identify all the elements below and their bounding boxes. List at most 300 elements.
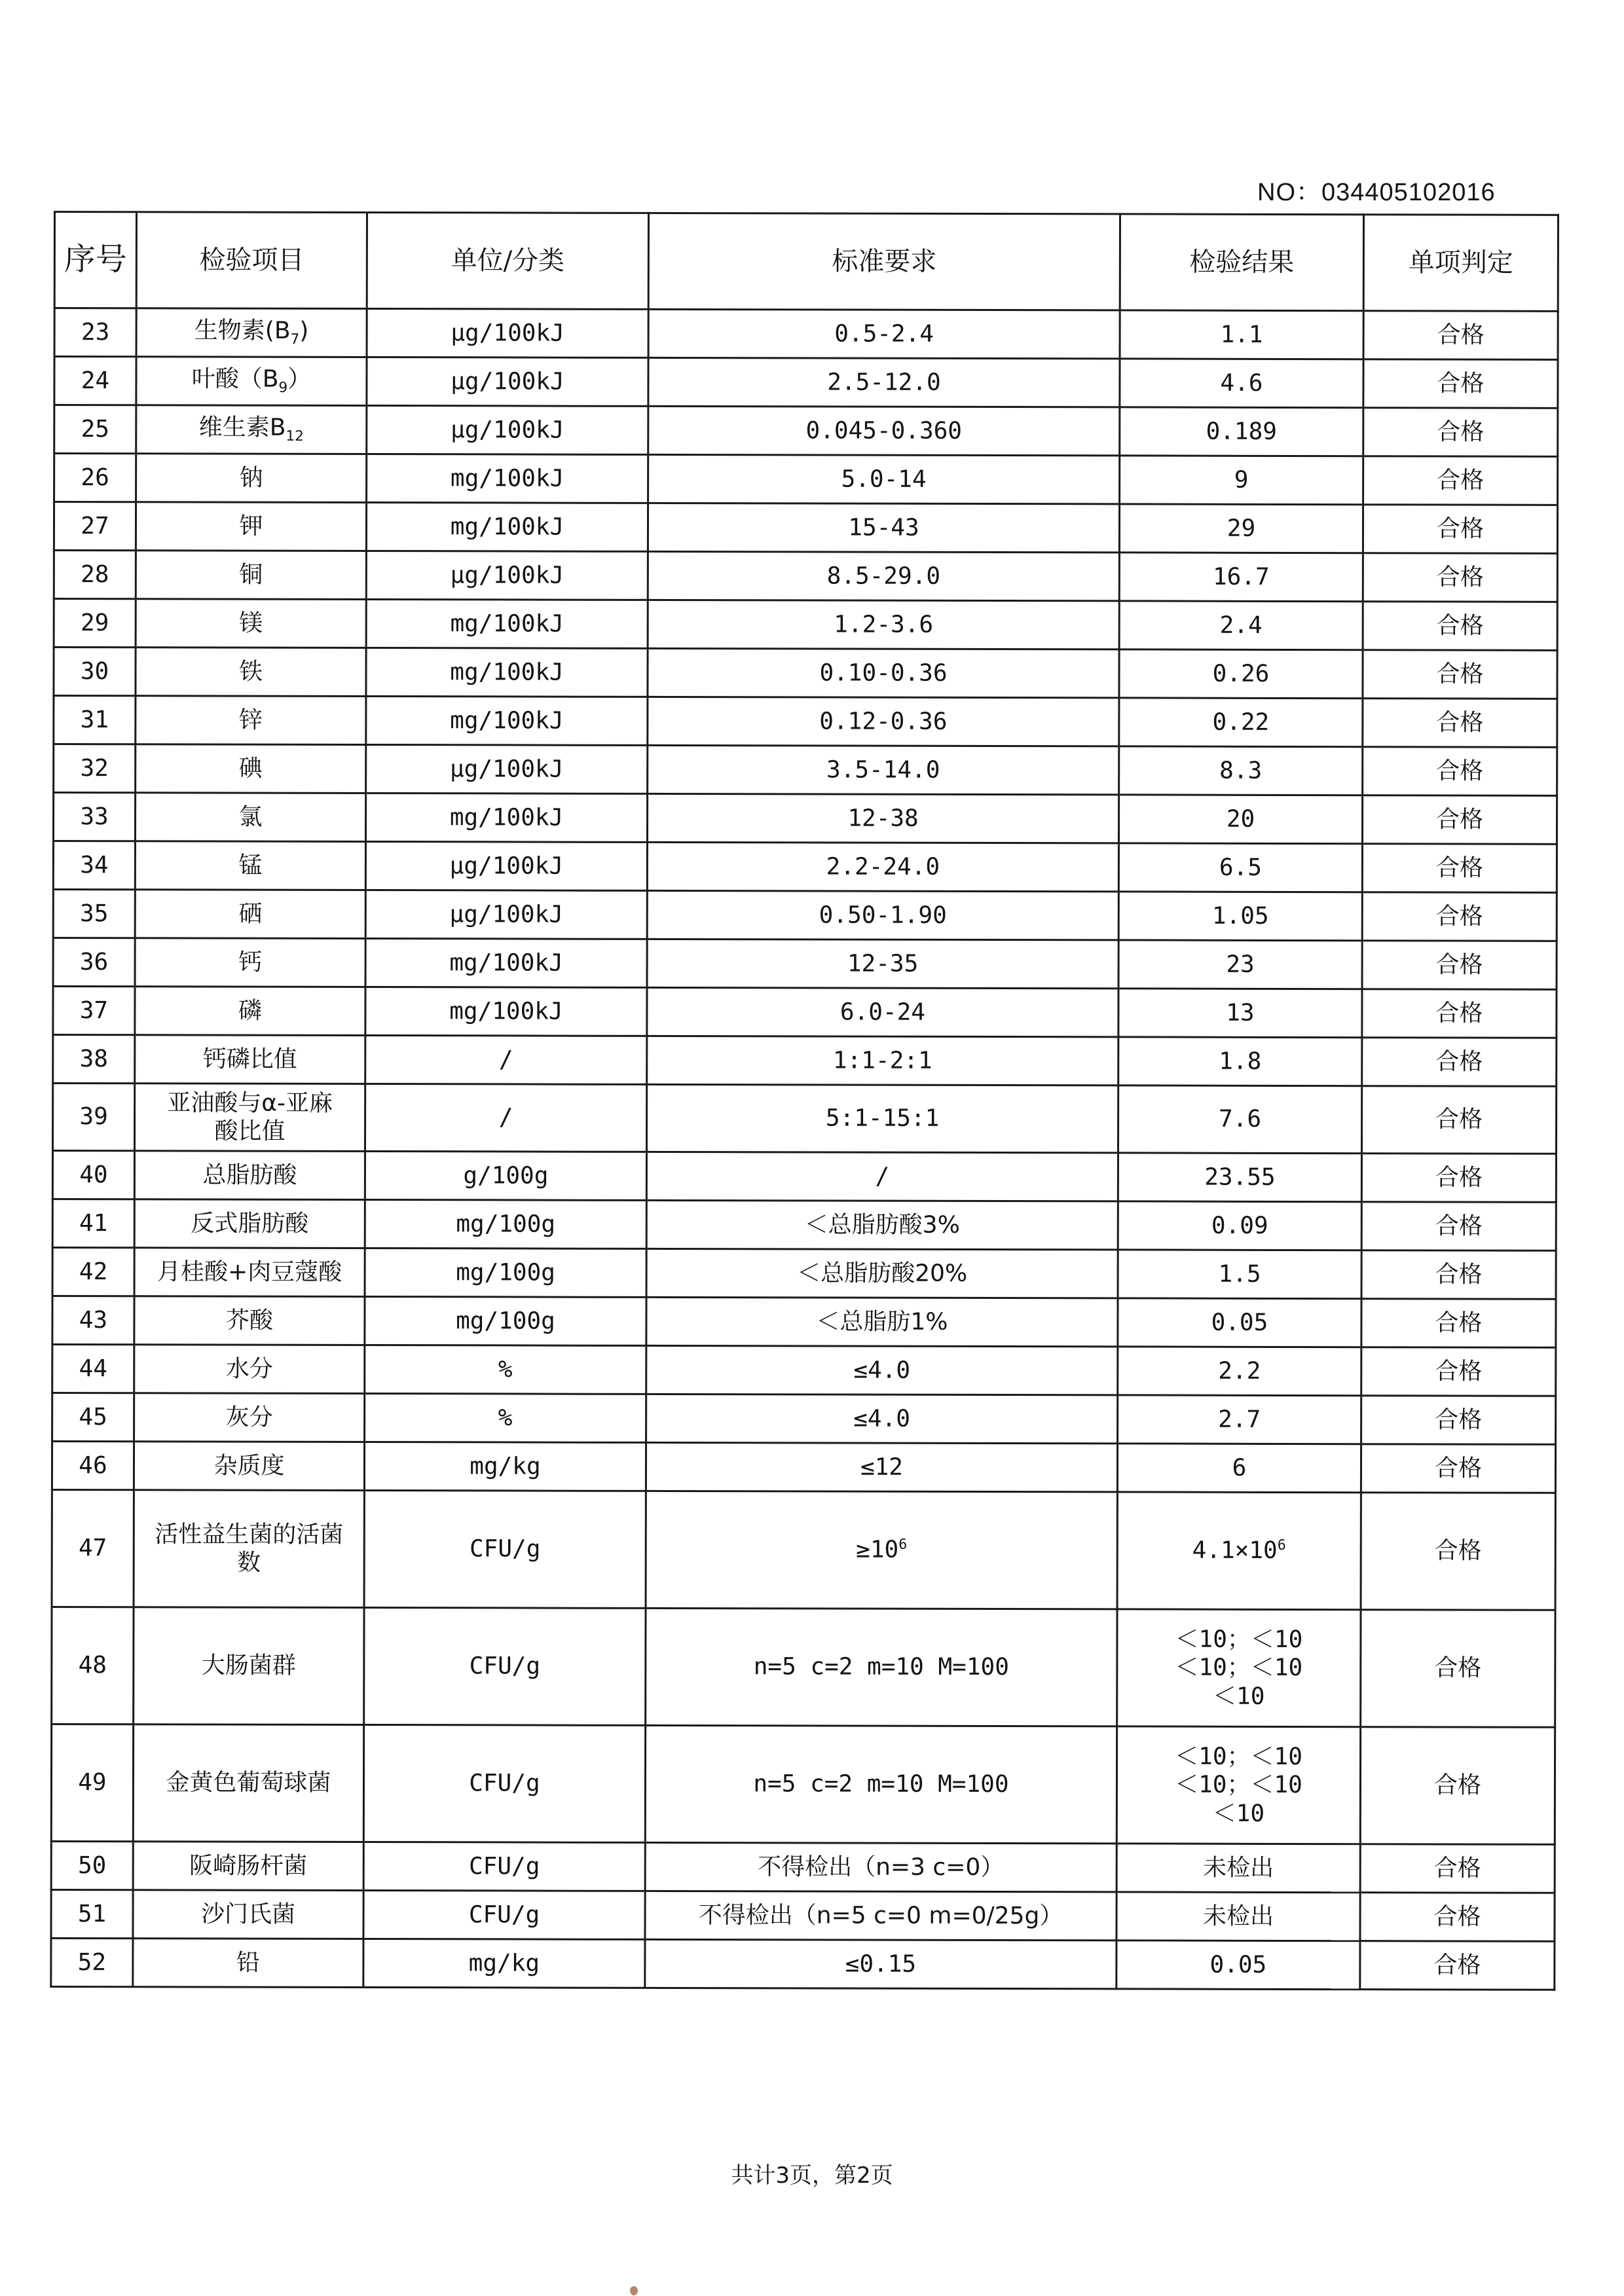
cell-verdict: 合格 xyxy=(1363,359,1558,409)
cell-unit: CFU/g xyxy=(363,1842,645,1891)
cell-verdict: 合格 xyxy=(1363,602,1557,651)
cell-unit: mg/100kJ xyxy=(365,987,647,1036)
cell-unit: mg/100g xyxy=(365,1296,646,1345)
cell-unit: mg/100kJ xyxy=(366,648,648,697)
item-text: 钾 xyxy=(239,513,263,540)
cell-seq: 30 xyxy=(54,647,136,696)
table-row xyxy=(51,1724,1555,1844)
item-text: 铅 xyxy=(236,1949,260,1977)
item-text: 磷 xyxy=(238,997,262,1025)
cell-standard xyxy=(648,406,1120,456)
result-text: 16.7 xyxy=(1212,563,1270,591)
cell-seq: 27 xyxy=(54,502,136,551)
table-row xyxy=(52,1151,1556,1203)
item-line: 数 xyxy=(237,1549,261,1576)
cell-result xyxy=(1117,1609,1361,1727)
item-subscript: 7 xyxy=(290,331,300,348)
cell-seq: 48 xyxy=(52,1607,134,1724)
cell-verdict: 合格 xyxy=(1361,1202,1556,1251)
result-text: 6 xyxy=(1232,1454,1247,1482)
cell-standard xyxy=(645,1842,1116,1892)
table-header-row xyxy=(54,212,1558,312)
cell-unit: mg/100g xyxy=(365,1199,646,1248)
table-row xyxy=(52,1441,1555,1493)
standard-superscript: 6 xyxy=(898,1537,908,1554)
cell-seq: 24 xyxy=(54,357,136,405)
cell-item xyxy=(136,551,366,600)
cell-standard xyxy=(646,1394,1118,1444)
cell-result xyxy=(1118,1201,1361,1250)
cell-unit: mg/100g xyxy=(365,1248,646,1297)
cell-item xyxy=(134,1442,364,1491)
cell-unit: mg/kg xyxy=(363,1939,645,1988)
standard-text: ≤0.15 xyxy=(845,1950,917,1978)
cell-verdict: 合格 xyxy=(1363,456,1558,505)
item-text: 锰 xyxy=(238,852,263,879)
table-row xyxy=(54,647,1557,699)
cell-unit: mg/100kJ xyxy=(365,938,647,987)
cell-unit: / xyxy=(365,1035,647,1084)
result-text: 0.05 xyxy=(1209,1951,1267,1978)
cell-standard xyxy=(646,1491,1117,1609)
cell-result xyxy=(1120,456,1363,505)
cell-result xyxy=(1116,1844,1360,1893)
cell-verdict: 合格 xyxy=(1363,408,1558,457)
result-line: ＜10；＜10 xyxy=(1175,1626,1303,1654)
result-text: 1.8 xyxy=(1219,1048,1262,1075)
table-row xyxy=(53,938,1557,990)
cell-verdict: 合格 xyxy=(1361,1154,1556,1203)
item-text: 硒 xyxy=(238,900,263,928)
cell-seq: 45 xyxy=(52,1393,134,1441)
cell-verdict: 合格 xyxy=(1362,989,1557,1038)
cell-item xyxy=(136,454,367,503)
result-text: 13 xyxy=(1226,999,1255,1027)
header-seq: 序号 xyxy=(54,212,136,308)
cell-item xyxy=(133,1842,363,1891)
item-text: 氯 xyxy=(238,803,263,831)
cell-verdict: 合格 xyxy=(1362,941,1557,990)
standard-text: ≤12 xyxy=(860,1453,904,1481)
item-text: 维生素B xyxy=(198,414,286,442)
cell-standard xyxy=(646,1248,1118,1298)
cell-item xyxy=(136,502,366,551)
cell-unit: μg/100kJ xyxy=(365,890,647,939)
cell-verdict: 合格 xyxy=(1361,1444,1555,1493)
result-text: 8.3 xyxy=(1219,757,1263,784)
table-row xyxy=(53,890,1557,941)
cell-unit: CFU/g xyxy=(364,1607,646,1725)
cell-item xyxy=(134,1296,365,1345)
item-line: 亚油酸与α-亚麻 xyxy=(167,1089,333,1117)
cell-seq: 23 xyxy=(54,308,136,357)
cell-item xyxy=(135,1035,365,1084)
table-row xyxy=(53,841,1557,893)
table-row xyxy=(52,1199,1556,1250)
cell-standard xyxy=(646,1152,1118,1201)
cell-standard xyxy=(646,1608,1117,1726)
standard-text: 0.50-1.90 xyxy=(819,902,947,929)
header-unit: 单位/分类 xyxy=(367,213,648,310)
standard-text: ＜总脂肪酸20% xyxy=(797,1260,968,1287)
cell-seq: 35 xyxy=(53,890,135,938)
cell-seq: 37 xyxy=(53,987,135,1035)
table-row xyxy=(54,502,1557,554)
standard-text: 0.045-0.360 xyxy=(805,417,963,445)
cell-verdict: 合格 xyxy=(1363,311,1558,360)
cell-unit: μg/100kJ xyxy=(366,551,648,600)
cell-verdict: 合格 xyxy=(1361,1299,1556,1348)
table-row xyxy=(53,987,1557,1038)
cell-seq: 50 xyxy=(51,1841,133,1889)
cell-result xyxy=(1120,359,1363,408)
table-row xyxy=(52,1296,1556,1347)
header-item: 检验项目 xyxy=(136,212,367,309)
cell-standard xyxy=(647,1036,1118,1085)
result-text: 0.189 xyxy=(1206,418,1278,445)
cell-standard xyxy=(647,987,1118,1037)
cell-unit: % xyxy=(365,1393,646,1442)
table-row xyxy=(54,357,1558,409)
result-text: 7.6 xyxy=(1219,1106,1262,1133)
item-text: 金黄色葡萄球菌 xyxy=(166,1769,331,1797)
result-line: ＜10；＜10 xyxy=(1175,1771,1302,1799)
standard-text: 12-35 xyxy=(847,950,919,977)
table-row xyxy=(52,1393,1556,1444)
cell-item xyxy=(135,987,365,1036)
cell-seq: 25 xyxy=(54,405,136,454)
standard-text: 5.0-14 xyxy=(841,465,927,493)
cell-item xyxy=(133,1890,363,1939)
cell-seq: 47 xyxy=(52,1489,134,1607)
cell-result xyxy=(1118,1347,1361,1396)
item-after: ) xyxy=(299,318,309,345)
cell-seq: 41 xyxy=(52,1199,134,1247)
cell-unit: CFU/g xyxy=(364,1490,646,1608)
cell-unit: mg/kg xyxy=(364,1442,646,1491)
cell-verdict: 合格 xyxy=(1361,1610,1555,1728)
cell-unit: mg/100kJ xyxy=(366,503,648,552)
result-text: 0.09 xyxy=(1211,1212,1268,1239)
item-text: 铁 xyxy=(238,658,263,685)
result-text: 6.5 xyxy=(1219,854,1262,881)
cell-standard xyxy=(646,1345,1118,1395)
standard-text: 8.5-29.0 xyxy=(826,562,941,590)
table-row xyxy=(53,1035,1557,1087)
cell-item xyxy=(136,647,366,697)
cell-unit: CFU/g xyxy=(363,1890,645,1939)
cell-verdict: 合格 xyxy=(1360,1893,1555,1942)
item-subscript: 9 xyxy=(278,380,288,397)
item-text: 叶酸（B xyxy=(191,365,279,393)
cell-item xyxy=(136,599,366,648)
cell-standard xyxy=(648,357,1120,407)
cell-item xyxy=(136,405,367,454)
cell-seq: 49 xyxy=(51,1724,133,1841)
result-superscript: 6 xyxy=(1277,1537,1286,1554)
result-text: 1.05 xyxy=(1211,902,1269,930)
item-text: 铜 xyxy=(239,561,263,589)
cell-result xyxy=(1119,698,1363,747)
cell-standard xyxy=(647,890,1118,940)
item-text: 阪崎肠杆菌 xyxy=(189,1852,308,1880)
cell-result xyxy=(1118,843,1362,892)
standard-text: 6.0-24 xyxy=(840,998,925,1026)
table-row xyxy=(52,1607,1555,1727)
cell-item xyxy=(136,744,366,793)
standard-text: ≤4.0 xyxy=(853,1405,911,1432)
standard-text: ＜总脂肪酸3% xyxy=(804,1211,960,1239)
item-after: ） xyxy=(287,366,312,393)
standard-text: 15-43 xyxy=(848,514,919,541)
cell-verdict: 合格 xyxy=(1361,1493,1555,1611)
report-number: NO：034405102016 xyxy=(1257,179,1496,206)
cell-item xyxy=(135,793,365,842)
cell-unit: / xyxy=(365,1084,646,1152)
standard-text: 0.5-2.4 xyxy=(834,320,934,348)
cell-standard xyxy=(648,551,1119,601)
cell-seq: 42 xyxy=(52,1247,134,1296)
item-text: 钠 xyxy=(239,464,263,492)
cell-verdict: 合格 xyxy=(1363,650,1557,699)
item-text: 镁 xyxy=(239,610,263,637)
result-text: 9 xyxy=(1234,466,1249,494)
cell-verdict: 合格 xyxy=(1362,844,1557,893)
table-row xyxy=(54,744,1557,796)
table-row xyxy=(54,599,1557,651)
cell-unit: mg/100kJ xyxy=(365,793,647,843)
table-body xyxy=(51,308,1558,1990)
cell-item xyxy=(136,357,367,406)
cell-standard xyxy=(646,1297,1118,1347)
cell-unit: g/100g xyxy=(365,1151,646,1200)
cell-unit: μg/100kJ xyxy=(367,406,648,455)
standard-text: ≤4.0 xyxy=(853,1357,911,1384)
cell-item xyxy=(136,308,367,357)
cell-result xyxy=(1118,892,1362,941)
cell-unit: CFU/g xyxy=(363,1724,645,1842)
cell-standard xyxy=(648,454,1120,504)
cell-result xyxy=(1117,1444,1361,1493)
result-text: 1.5 xyxy=(1218,1260,1261,1288)
cell-result xyxy=(1117,1492,1361,1610)
cell-item xyxy=(134,1490,364,1608)
result-text: 未检出 xyxy=(1202,1903,1274,1930)
cell-standard xyxy=(646,1200,1118,1250)
cell-standard xyxy=(647,842,1118,892)
table-row xyxy=(52,1489,1555,1610)
result-text: 未检出 xyxy=(1203,1854,1274,1882)
standard-text: / xyxy=(875,1163,890,1190)
item-text: 水分 xyxy=(225,1355,273,1383)
item-text: 生物素(B xyxy=(194,317,291,345)
cell-result xyxy=(1119,504,1363,553)
result-text: 29 xyxy=(1227,515,1256,542)
cell-seq: 38 xyxy=(53,1035,135,1084)
cell-item xyxy=(134,1393,365,1442)
cell-result xyxy=(1120,407,1363,456)
table-row xyxy=(54,454,1558,505)
result-text: 2.7 xyxy=(1218,1406,1261,1433)
cell-seq: 39 xyxy=(52,1084,134,1151)
standard-text: 1.2-3.6 xyxy=(834,611,934,638)
table-row xyxy=(54,405,1558,457)
item-subscript: 12 xyxy=(286,428,304,445)
cell-seq: 52 xyxy=(51,1938,133,1986)
cell-item xyxy=(134,1345,365,1394)
cell-result xyxy=(1116,1941,1360,1990)
result-line: ＜10 xyxy=(1212,1800,1265,1827)
cell-seq: 40 xyxy=(52,1151,134,1199)
table-row xyxy=(54,551,1557,602)
cell-standard xyxy=(646,1442,1117,1492)
header-result: 检验结果 xyxy=(1120,214,1363,311)
cell-seq: 33 xyxy=(53,793,135,841)
result-line: ＜10；＜10 xyxy=(1175,1743,1302,1771)
cell-item xyxy=(134,1607,364,1725)
cell-seq: 34 xyxy=(53,841,135,890)
standard-text: ＜总脂肪1% xyxy=(816,1308,948,1336)
standard-text: 12-38 xyxy=(847,805,919,832)
cell-result xyxy=(1119,553,1363,602)
standard-text: 3.5-14.0 xyxy=(826,756,940,784)
cell-item xyxy=(135,890,365,939)
table-row xyxy=(52,1344,1556,1396)
cell-unit: mg/100kJ xyxy=(367,454,648,503)
standard-text: 1:1-2:1 xyxy=(832,1047,932,1074)
item-text: 钙磷比值 xyxy=(202,1046,297,1073)
cell-seq: 29 xyxy=(54,599,136,647)
cell-standard xyxy=(647,793,1118,843)
cell-result xyxy=(1119,746,1363,795)
standard-text: ≥10 xyxy=(856,1536,899,1564)
cell-unit: mg/100kJ xyxy=(366,600,648,649)
cell-seq: 32 xyxy=(54,744,136,793)
cell-result xyxy=(1118,1153,1361,1202)
cell-unit: μg/100kJ xyxy=(366,745,648,794)
table-row xyxy=(54,696,1557,748)
cell-item xyxy=(135,938,365,987)
cell-standard xyxy=(648,648,1119,698)
cell-result xyxy=(1118,1298,1361,1347)
cell-verdict: 合格 xyxy=(1363,505,1557,554)
cell-result xyxy=(1120,310,1363,359)
result-text: 23 xyxy=(1226,951,1255,978)
cell-result xyxy=(1118,1085,1361,1154)
cell-result xyxy=(1119,601,1363,650)
item-line: 酸比值 xyxy=(214,1118,286,1145)
item-text: 芥酸 xyxy=(225,1307,273,1334)
standard-text: 2.5-12.0 xyxy=(827,369,941,396)
item-text: 锌 xyxy=(238,706,263,734)
cell-result xyxy=(1118,795,1362,844)
cell-verdict: 合格 xyxy=(1361,1086,1556,1154)
cell-seq: 36 xyxy=(53,938,135,987)
standard-text: 0.12-0.36 xyxy=(819,708,948,735)
item-text: 钙 xyxy=(238,949,263,976)
cell-standard xyxy=(648,309,1120,359)
cell-verdict: 合格 xyxy=(1360,1941,1555,1990)
result-text: 2.2 xyxy=(1218,1357,1261,1385)
scan-speck xyxy=(630,2286,638,2295)
cell-verdict: 合格 xyxy=(1361,1396,1556,1445)
standard-text: n=5 c=2 m=10 M=100 xyxy=(753,1770,1009,1798)
cell-seq: 31 xyxy=(54,696,136,744)
cell-seq: 43 xyxy=(52,1296,134,1344)
standard-text: 不得检出（n=5 c=0 m=0/25g） xyxy=(698,1901,1063,1930)
table-row xyxy=(53,793,1557,845)
cell-unit: μg/100kJ xyxy=(365,842,647,891)
cell-standard xyxy=(648,697,1119,746)
inspection-table xyxy=(50,211,1559,1991)
cell-verdict: 合格 xyxy=(1363,747,1557,796)
result-text: 20 xyxy=(1226,805,1255,833)
cell-unit: μg/100kJ xyxy=(367,309,648,358)
cell-standard xyxy=(647,939,1118,989)
standard-text: 0.10-0.36 xyxy=(819,659,948,687)
result-text: 4.1×10 xyxy=(1192,1537,1278,1565)
page-footer: 共计3页，第2页 xyxy=(731,2162,893,2189)
cell-unit: μg/100kJ xyxy=(367,357,648,407)
cell-verdict: 合格 xyxy=(1363,553,1557,602)
cell-verdict: 合格 xyxy=(1362,795,1557,845)
cell-item xyxy=(134,1084,365,1152)
cell-verdict: 合格 xyxy=(1360,1844,1555,1893)
result-line: ＜10 xyxy=(1213,1683,1265,1710)
table-row xyxy=(51,1841,1555,1893)
item-text: 总脂肪酸 xyxy=(202,1161,297,1189)
cell-result xyxy=(1118,1395,1361,1444)
cell-result xyxy=(1116,1726,1360,1844)
table-row xyxy=(51,1938,1555,1990)
cell-item xyxy=(135,841,365,890)
cell-item xyxy=(134,1248,365,1297)
item-text: 月桂酸+肉豆蔻酸 xyxy=(157,1258,342,1286)
cell-standard xyxy=(645,1891,1116,1941)
cell-verdict: 合格 xyxy=(1361,1250,1556,1300)
item-text: 杂质度 xyxy=(213,1452,285,1480)
cell-item xyxy=(134,1151,365,1200)
cell-result xyxy=(1118,1250,1361,1299)
header-verdict: 单项判定 xyxy=(1363,215,1558,312)
result-text: 0.22 xyxy=(1212,708,1270,736)
cell-verdict: 合格 xyxy=(1361,1347,1556,1396)
cell-seq: 46 xyxy=(52,1441,134,1489)
cell-item xyxy=(133,1939,363,1988)
standard-text: 2.2-24.0 xyxy=(826,853,940,881)
cell-seq: 44 xyxy=(52,1344,134,1393)
cell-item xyxy=(134,1199,365,1248)
cell-verdict: 合格 xyxy=(1362,892,1557,941)
cell-unit: mg/100kJ xyxy=(366,697,648,746)
standard-text: 5:1-15:1 xyxy=(825,1104,940,1133)
result-text: 0.26 xyxy=(1212,660,1270,687)
table-row xyxy=(51,1889,1555,1941)
cell-standard xyxy=(648,745,1119,795)
cell-seq: 51 xyxy=(51,1889,133,1938)
cell-result xyxy=(1118,940,1362,989)
cell-seq: 28 xyxy=(54,551,136,599)
cell-standard xyxy=(645,1939,1116,1989)
standard-text: n=5 c=2 m=10 M=100 xyxy=(753,1653,1009,1681)
cell-standard xyxy=(648,503,1119,553)
cell-unit: % xyxy=(365,1345,646,1394)
result-text: 0.05 xyxy=(1211,1309,1268,1336)
item-text: 沙门氏菌 xyxy=(200,1901,296,1928)
item-text: 碘 xyxy=(238,755,263,782)
cell-result xyxy=(1116,1892,1360,1941)
item-text: 反式脂肪酸 xyxy=(191,1210,309,1237)
